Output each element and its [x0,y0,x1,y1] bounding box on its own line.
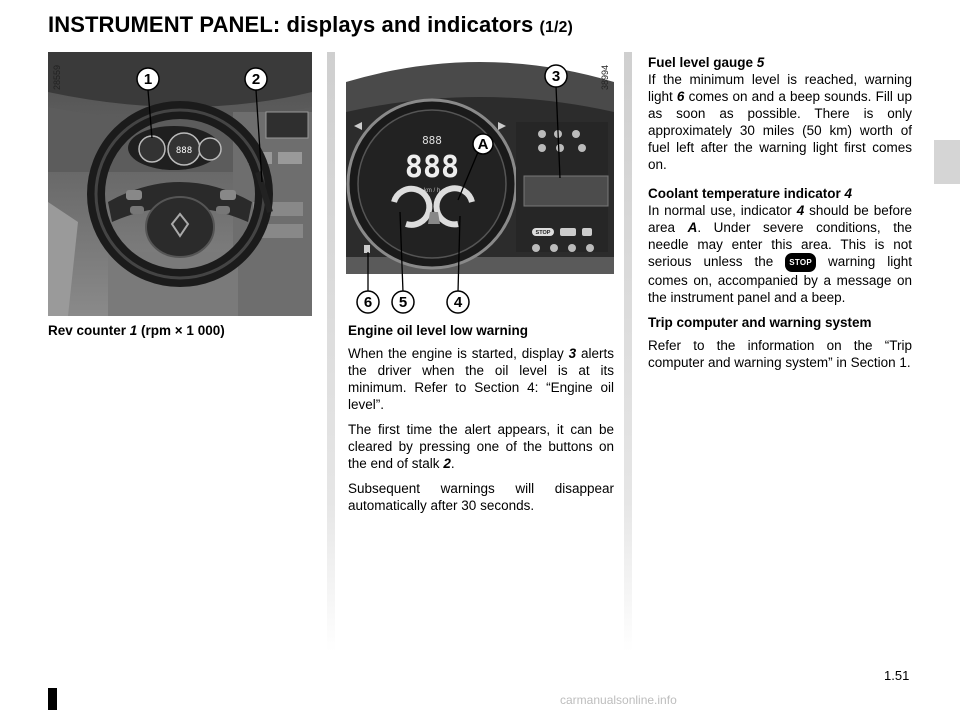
coolant-heading-text: Coolant temperature indicator [648,186,845,201]
rev-counter-caption-suffix: (rpm × 1 000) [137,323,225,338]
callout-4: 4 [453,294,463,311]
callout-a: A [477,136,489,153]
watermark: carmanualsonline.info [560,693,677,707]
trip-computer-text: Refer to the information on the “Trip computer and warning system” in Section 1. [648,338,912,370]
oil-warning-p2-text-a: The first time the alert appears, it can be cleared by pressing one of the buttons on the end of stalk [348,422,614,471]
fuel-gauge-text [648,71,912,173]
photo-reference-right: 38994 [600,64,610,90]
coolant-text-b: should be before area [648,203,912,235]
oil-warning-p2-num: 2 [443,456,451,471]
steering-wheel-illustration [48,52,312,316]
page-title [48,12,573,38]
column-divider-right [624,52,632,652]
coolant-text [648,202,912,306]
cluster-stop-light: STOP [535,230,551,236]
oil-warning-p1-text-a: When the engine is started, display [348,346,569,361]
rev-counter-caption-prefix: Rev counter [48,323,130,338]
fuel-gauge-heading-num: 5 [756,55,765,70]
coolant-text-a: In normal use, indicator [648,203,797,218]
oil-warning-p1-text-b: alerts the driver when the oil level is at its minimum. Refer to Section 4: “Engine oil level”. [348,346,615,412]
callout-1: 1 [143,71,153,88]
fuel-gauge-heading-text: Fuel level gauge [648,55,757,70]
callout-5: 5 [398,294,408,311]
corner-marker [48,688,57,710]
instrument-cluster-illustration [346,52,614,316]
oil-warning-p1-num: 3 [568,346,577,361]
dash-display: 888 [175,146,193,156]
page-title-main: INSTRUMENT PANEL: displays and indicators [48,12,534,37]
oil-warning-paragraph-2 [348,421,614,472]
rev-counter-caption [48,322,312,339]
steering-wheel-photo [48,52,312,316]
callout-2: 2 [251,71,261,88]
section-tab [934,140,960,184]
oil-warning-paragraph-1 [348,345,614,413]
oil-warning-heading: Engine oil level low warning [348,323,529,338]
page-number: 1.51 [884,668,910,683]
coolant-text-num: 4 [796,203,805,218]
stop-warning-icon: STOP [785,253,816,272]
coolant-heading-num: 4 [844,186,853,201]
cluster-small-display: 888 [422,134,442,147]
column-divider-left [327,52,335,652]
fuel-gauge-text-b: comes on and a beep sounds. Fill up as soon as possible. There is only approximately 30 miles (50 km) worth of fuel left after the warning light first comes on. [648,89,912,172]
photo-reference-left: 28559 [52,64,62,90]
cluster-speed-display: 888 [404,150,460,185]
coolant-text-d: warning light comes on, accompanied by a message on the instrument panel and a beep. [648,254,913,305]
coolant-text-area: A [687,220,698,235]
coolant-text-c: . Under severe conditions, the needle may enter this area. This is not serious unless the [648,220,912,269]
callout-6: 6 [363,294,373,311]
gauges-section [648,54,912,379]
oil-warning-section [348,322,614,522]
page-title-sub: (1/2) [539,19,573,36]
callout-3: 3 [551,68,561,85]
rev-counter-caption-num: 1 [129,323,138,338]
cluster-speed-unit: km / h [423,188,441,194]
trip-computer-heading: Trip computer and warning system [648,315,872,330]
fuel-gauge-text-a: If the minimum level is reached, warning light [648,72,912,104]
oil-warning-p2-text-b: . [450,456,455,471]
coolant-heading [648,185,912,202]
instrument-cluster-photo [346,52,614,316]
oil-warning-paragraph-3: Subsequent warnings will disappear automatically after 30 seconds. [348,481,614,513]
fuel-gauge-heading [648,54,912,71]
fuel-gauge-text-num: 6 [676,89,685,104]
